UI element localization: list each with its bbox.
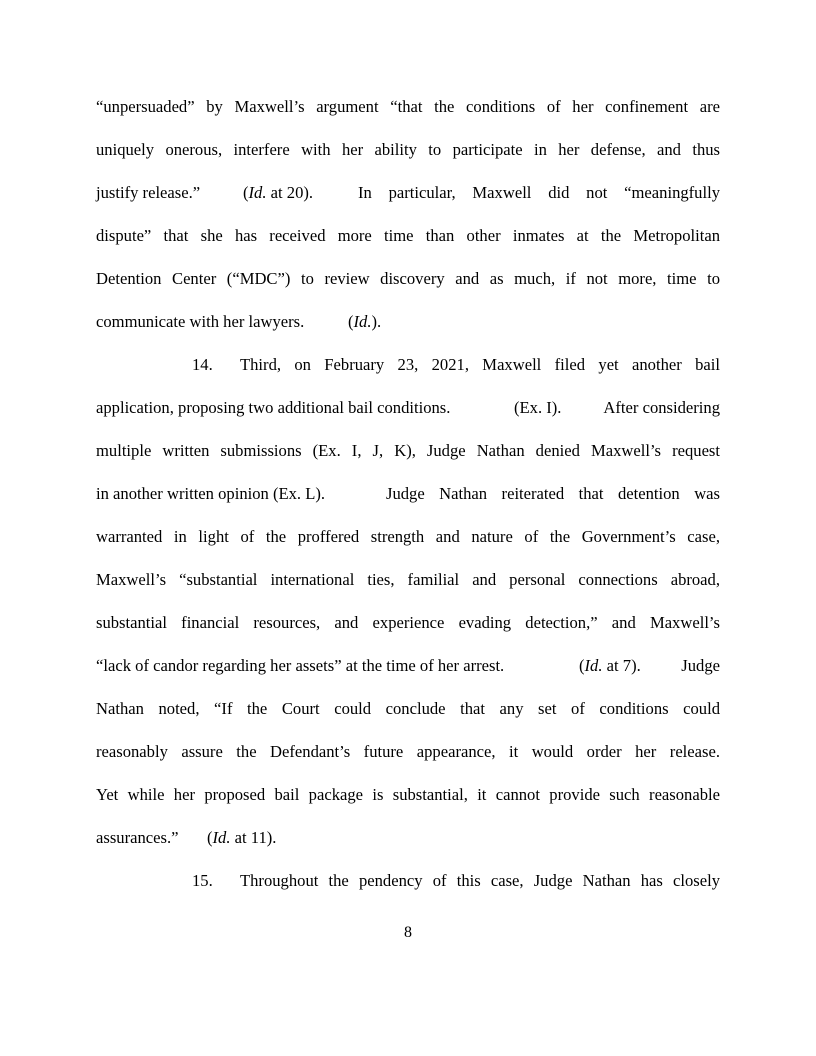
line-segment: Judge bbox=[681, 656, 720, 675]
page-number: 8 bbox=[404, 924, 412, 941]
body-line: reasonably assure the Defendant’s future appearance, it would order her release. bbox=[96, 742, 720, 761]
line-segment: in another written opinion (Ex. L). bbox=[96, 484, 326, 503]
body-line bbox=[96, 656, 720, 676]
body-line bbox=[96, 398, 720, 418]
body-line: dispute” that she has received more time than other inmates at the Metropolitan bbox=[96, 226, 720, 245]
body-line bbox=[96, 484, 720, 504]
body-line: Nathan noted, “If the Court could conclude that any set of conditions could bbox=[96, 699, 720, 718]
body-line: warranted in light of the proffered strength and nature of the Government’s case, bbox=[96, 527, 720, 546]
body-line: substantial financial resources, and experience evading detection,” and Maxwell’s bbox=[96, 613, 720, 632]
body-line: Throughout the pendency of this case, Judge Nathan has closely bbox=[240, 871, 720, 890]
body-line: uniquely onerous, interfere with her ability to participate in her defense, and thus bbox=[96, 140, 720, 159]
body-line bbox=[96, 312, 720, 332]
citation: (Id. at 11). bbox=[207, 828, 277, 847]
citation: (Id. at 7). bbox=[579, 656, 641, 675]
line-segment: In particular, Maxwell did not “meaningfully bbox=[358, 183, 720, 202]
paragraph-number: 14. bbox=[192, 355, 213, 374]
body-line: multiple written submissions (Ex. I, J, K), Judge Nathan denied Maxwell’s request bbox=[96, 441, 720, 460]
body-line bbox=[96, 828, 720, 848]
line-segment: “lack of candor regarding her assets” at the time of her arrest. bbox=[96, 656, 505, 675]
line-segment: After considering bbox=[603, 398, 720, 417]
line-segment: justify release.” bbox=[96, 183, 201, 202]
line-segment: communicate with her lawyers. bbox=[96, 312, 305, 331]
body-line bbox=[96, 183, 720, 203]
paragraph-number: 15. bbox=[192, 871, 213, 890]
body-line: Maxwell’s “substantial international ties, familial and personal connections abroad, bbox=[96, 570, 720, 589]
citation: (Id.). bbox=[348, 312, 382, 331]
body-line: Yet while her proposed bail package is substantial, it cannot provide such reasonable bbox=[96, 785, 720, 804]
citation: (Id. at 20). bbox=[243, 183, 314, 202]
body-line: Third, on February 23, 2021, Maxwell filed yet another bail bbox=[240, 355, 720, 374]
body-line: “unpersuaded” by Maxwell’s argument “that the conditions of her confinement are bbox=[96, 97, 720, 116]
line-segment: Judge Nathan reiterated that detention was bbox=[386, 484, 720, 503]
line-segment: application, proposing two additional bail conditions. bbox=[96, 398, 451, 417]
line-segment: assurances.” bbox=[96, 828, 179, 847]
body-line: Detention Center (“MDC”) to review discovery and as much, if not more, time to bbox=[96, 269, 720, 288]
citation: (Ex. I). bbox=[514, 398, 562, 417]
